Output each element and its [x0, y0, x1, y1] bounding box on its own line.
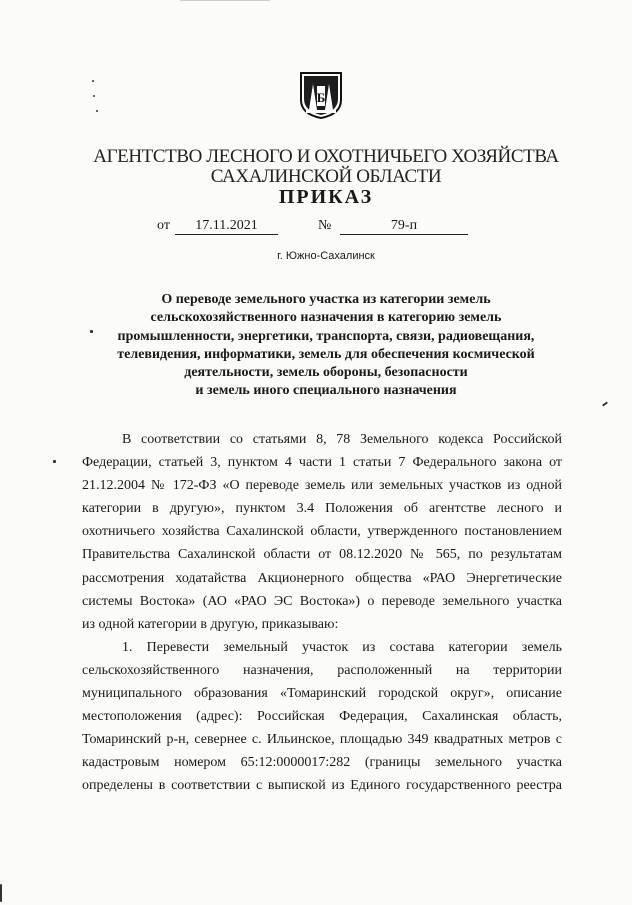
subject-line: сельскохозяйственного назначения в категорию земель	[150, 310, 502, 326]
scan-speck	[602, 401, 608, 406]
body-line: системы Востока» (АО «РАО ЭС Востока») о переводе земельного участка	[82, 593, 562, 609]
city: г. Южно-Сахалинск	[277, 250, 375, 262]
document-body	[82, 428, 562, 798]
agency-name-line2: САХАЛИНСКОЙ ОБЛАСТИ	[210, 166, 442, 187]
scan-speck	[53, 460, 56, 463]
body-line: 1. Перевести земельный участок из состава категории земель	[122, 639, 562, 655]
body-line: кадастровым номером 65:12:0000017:282 (границы земельного участка	[82, 755, 562, 771]
document-type-title: ПРИКАЗ	[278, 186, 374, 208]
scan-speck	[0, 884, 2, 902]
number-label: №	[318, 218, 332, 233]
agency-name-line1: АГЕНТСТВО ЛЕСНОГО И ОХОТНИЧЬЕГО ХОЗЯЙСТВА	[93, 146, 559, 167]
body-line: определены в соответствии с выпиской из Единого государственного реестра	[82, 778, 562, 794]
scan-speck	[180, 0, 270, 1]
document-date: 17.11.2021	[175, 218, 278, 235]
subject-line: О переводе земельного участка из категории земель	[161, 292, 491, 307]
scan-speck	[96, 110, 98, 112]
body-line: Федерации, статьей 3, пунктом 4 части 1 статьи 7 Федерального закона от	[82, 455, 562, 471]
scan-speck	[93, 95, 95, 97]
document-number: 79-п	[340, 218, 468, 235]
scan-speck	[90, 330, 93, 333]
subject-line: и земель иного специального назначения	[195, 383, 457, 399]
body-line: охотничьего хозяйства Сахалинской области, утвержденного постановлением	[82, 524, 562, 540]
body-line: категории в другую», пунктом 3.4 Положения об агентстве лесного и	[82, 501, 562, 517]
document-subject	[60, 291, 592, 401]
body-line: В соответствии со статьями 8, 78 Земельного кодекса Российской	[122, 432, 562, 447]
date-label: от	[157, 218, 170, 233]
body-line: 21.12.2004 № 172-ФЗ «О переводе земель или земельных участков из одной	[82, 478, 562, 494]
body-line: сельскохозяйственного назначения, расположенный на территории	[82, 662, 562, 678]
coat-of-arms-emblem	[298, 70, 344, 120]
scan-speck	[92, 80, 94, 82]
subject-line: промышленности, энергетики, транспорта, связи, радиовещания,	[117, 328, 535, 344]
body-line: Правительства Сахалинской области от 08.12.2020 № 565, по результатам	[82, 547, 562, 563]
body-line: местоположения (адрес): Российская Федерация, Сахалинская область,	[82, 709, 562, 725]
body-line: муниципального образования «Томаринский городской округ», описание	[82, 686, 562, 702]
body-line: Томаринский р-н, севернее с. Ильинское, площадью 349 квадратных метров с	[82, 732, 562, 748]
subject-line: телевидения, информатики, земель для обеспечения космической	[117, 346, 535, 362]
body-line: рассмотрения ходатайства Акционерного общества «РАО Энергетические	[82, 570, 562, 586]
svg-text:Б: Б	[316, 90, 326, 105]
body-line: из одной категории в другую, приказываю:	[82, 616, 339, 632]
subject-line: деятельности, земель обороны, безопасности	[184, 365, 468, 381]
